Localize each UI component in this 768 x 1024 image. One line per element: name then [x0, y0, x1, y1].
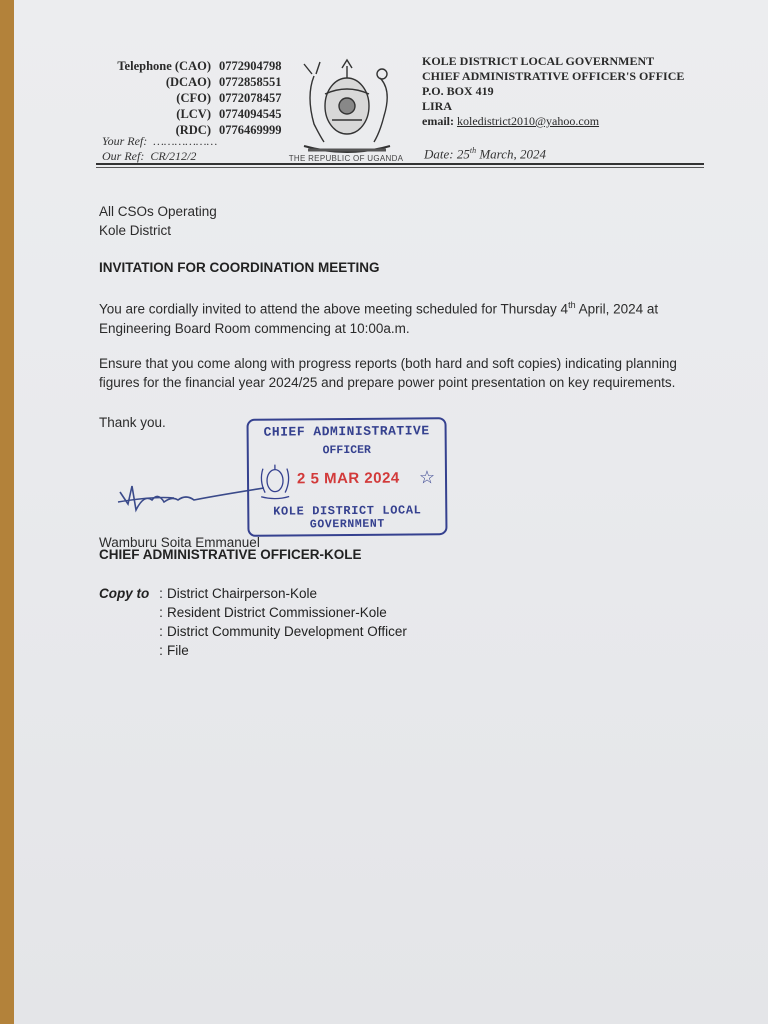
coat-of-arms-icon — [284, 46, 410, 164]
email-link[interactable]: koledistrict2010@yahoo.com — [457, 114, 600, 128]
contact-number: 0776469999 — [219, 123, 282, 137]
contact-row — [99, 58, 282, 74]
stamp-line4: GOVERNMENT — [309, 517, 385, 532]
copy-to-label: Copy to — [99, 586, 150, 601]
coat-of-arms-caption: THE REPUBLIC OF UGANDA — [288, 154, 404, 163]
stamp-line2: OFFICER — [322, 443, 371, 458]
contact-label: (LCV) — [176, 107, 211, 121]
contact-label: (RDC) — [175, 123, 211, 137]
header-divider-thin — [96, 167, 704, 168]
copy-to-list — [99, 584, 407, 660]
our-ref: Our Ref: CR/212/2 — [102, 149, 197, 163]
header-divider — [96, 163, 704, 165]
stamp-emblem-icon — [257, 460, 293, 500]
official-stamp — [246, 417, 447, 537]
stamp-line1: CHIEF ADMINISTRATIVE — [263, 423, 430, 440]
po-box: P.O. BOX 419 — [422, 84, 494, 98]
closing: Thank you. — [99, 415, 166, 430]
reference-block — [102, 134, 217, 164]
contact-number: 0772904798 — [219, 59, 282, 73]
contact-list — [99, 58, 282, 138]
list-item: : Resident District Commissioner-Kole — [159, 605, 387, 620]
city: LIRA — [422, 99, 453, 113]
org-name: KOLE DISTRICT LOCAL GOVERNMENT — [422, 54, 655, 68]
office-name: CHIEF ADMINISTRATIVE OFFICER'S OFFICE — [422, 69, 685, 83]
list-item: : District Community Development Officer — [159, 624, 407, 639]
recipient-address: All CSOs Operating Kole District — [99, 204, 217, 238]
contact-row — [99, 74, 282, 90]
list-item: Copy to : District Chairperson-Kole — [99, 586, 318, 601]
paragraph-invitation: You are cordially invited to attend the above meeting scheduled for Thursday 4th April, 2024 at Engineering Board Room commencing at 10:00a.m. — [99, 300, 659, 336]
letter-subject: INVITATION FOR COORDINATION MEETING — [99, 260, 380, 275]
paragraph-requirements: Ensure that you come along with progress reports (both hard and soft copies) indicating planning figures for the financial year 2024/25 and prepare power point presentation on key requirements. — [99, 356, 677, 390]
stamp-date: 2 5 MAR 2024 — [296, 469, 400, 488]
signatory-name: Wamburu Soita Emmanuel — [99, 535, 260, 550]
contact-label: (CFO) — [176, 91, 211, 105]
contact-number: 0772078457 — [219, 91, 282, 105]
contact-row — [99, 106, 282, 122]
email-line: email: koledistrict2010@yahoo.com — [422, 114, 600, 128]
star-icon: ☆ — [418, 467, 436, 489]
signatory-title: CHIEF ADMINISTRATIVE OFFICER-KOLE — [99, 547, 362, 562]
your-ref: Your Ref: ……………… — [102, 134, 218, 148]
letter-date: Date: 25th March, 2024 — [424, 146, 547, 162]
contact-label: (DCAO) — [165, 75, 211, 89]
letter-page — [14, 0, 768, 1024]
contact-number: 0774094545 — [219, 107, 282, 121]
contact-row — [99, 90, 282, 106]
stamp-line3: KOLE DISTRICT LOCAL — [273, 503, 422, 519]
list-item: : File — [159, 643, 189, 658]
contact-label: Telephone (CAO) — [117, 59, 211, 73]
organization-block — [422, 54, 684, 129]
contact-number: 0772858551 — [219, 75, 282, 89]
